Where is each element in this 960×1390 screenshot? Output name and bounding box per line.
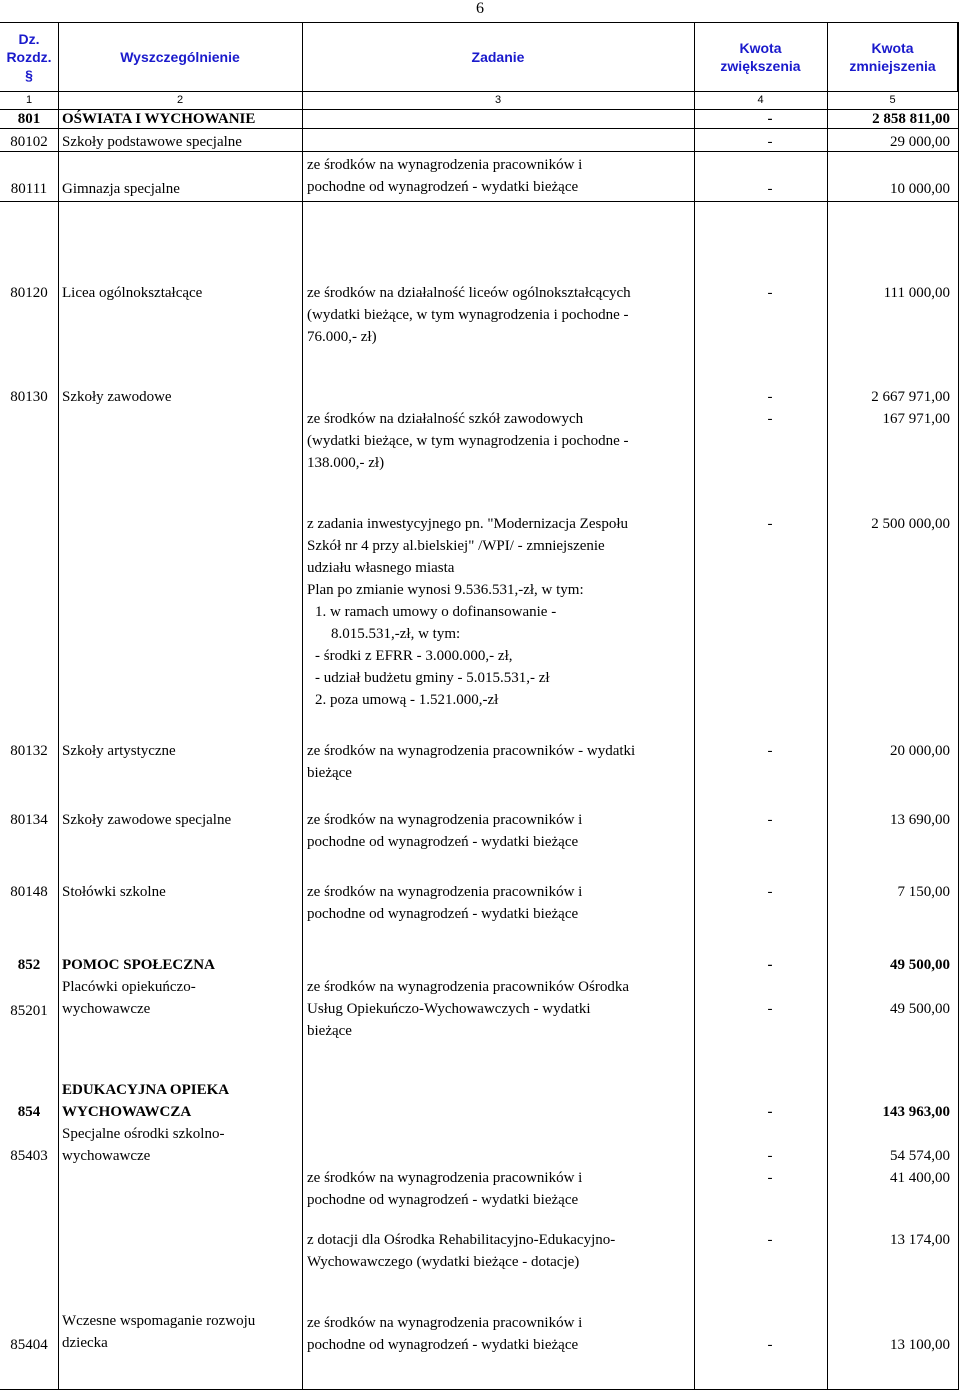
row-name: Licea ogólnokształcące bbox=[62, 285, 203, 301]
amount-decrease: 7 150,00 bbox=[897, 884, 950, 900]
row-name: Szkoły artystyczne bbox=[62, 743, 176, 759]
amount-increase: - bbox=[767, 1104, 773, 1120]
amount-increase: - bbox=[767, 411, 773, 427]
row-code: 85403 bbox=[10, 1148, 48, 1164]
amount-decrease: 143 963,00 bbox=[882, 1104, 950, 1120]
amount-decrease: 49 500,00 bbox=[890, 1001, 950, 1017]
amount-increase: - bbox=[767, 1148, 773, 1164]
amount-increase: - bbox=[767, 1337, 773, 1353]
amount-decrease: 167 971,00 bbox=[882, 411, 950, 427]
row-task: ze środków na wynagrodzenia pracowników i pochodne od wynagrodzeń - wydatki bieżące bbox=[307, 812, 583, 850]
amount-decrease: 49 500,00 bbox=[890, 957, 950, 973]
row-name: EDUKACYJNA OPIEKA WYCHOWAWCZA bbox=[62, 1082, 230, 1120]
row-code: 80120 bbox=[10, 285, 48, 301]
amount-increase: - bbox=[767, 812, 773, 828]
amount-decrease: 2 500 000,00 bbox=[871, 516, 950, 532]
row-task: ze środków na wynagrodzenia pracowników Ośrodka Usług Opiekuńczo-Wychowawczych - wydatki bieżące bbox=[307, 979, 629, 1039]
amount-increase: - bbox=[767, 516, 773, 532]
amount-decrease: 54 574,00 bbox=[890, 1148, 950, 1164]
row-code: 80130 bbox=[10, 389, 48, 405]
row-task: ze środków na wynagrodzenia pracowników i pochodne od wynagrodzeń - wydatki bieżące bbox=[307, 884, 583, 922]
colnum: 3 bbox=[494, 94, 502, 106]
row-name: POMOC SPOŁECZNA bbox=[62, 957, 215, 973]
row-code: 854 bbox=[17, 1104, 41, 1120]
colnum: 1 bbox=[25, 94, 33, 106]
row-name: Szkoły zawodowe specjalne bbox=[62, 812, 232, 828]
row-name: Gimnazja specjalne bbox=[62, 181, 180, 197]
amount-decrease: 41 400,00 bbox=[890, 1170, 950, 1186]
header-kwota-zwiekszenia: Kwota zwiększenia bbox=[720, 40, 801, 74]
amount-decrease: 111 000,00 bbox=[883, 285, 950, 301]
header-dz-rozdz: Dz. Rozdz. § bbox=[6, 31, 52, 83]
amount-decrease: 29 000,00 bbox=[890, 134, 950, 150]
row-code: 80148 bbox=[10, 884, 48, 900]
row-name: Wczesne wspomaganie rozwoju dziecka bbox=[62, 1313, 256, 1351]
header-divider bbox=[0, 91, 958, 92]
row-task: ze środków na działalność liceów ogólnokształcących (wydatki bieżące, w tym wynagrodzenia i pochodne - 76.000,- zł) bbox=[307, 285, 631, 345]
amount-increase: - bbox=[767, 1001, 773, 1017]
header-wyszczegolnienie: Wyszczególnienie bbox=[120, 49, 240, 65]
amount-decrease: 13 100,00 bbox=[890, 1337, 950, 1353]
header-zadanie: Zadanie bbox=[471, 49, 525, 65]
amount-increase: - bbox=[767, 1170, 773, 1186]
amount-increase: - bbox=[767, 111, 773, 127]
row-name: Placówki opiekuńczo- wychowawcze bbox=[62, 979, 196, 1017]
row-task: z dotacji dla Ośrodka Rehabilitacyjno-Edukacyjno- Wychowawczego (wydatki bieżące - dotacje) bbox=[307, 1232, 616, 1270]
row-task: ze środków na działalność szkół zawodowych (wydatki bieżące, w tym wynagrodzenia i pochodne - 138.000,- zł) bbox=[307, 411, 629, 471]
col-divider bbox=[302, 22, 303, 1390]
amount-increase: - bbox=[767, 884, 773, 900]
row-name: Szkoły podstawowe specjalne bbox=[62, 134, 242, 150]
colnum: 5 bbox=[889, 94, 896, 106]
amount-increase: - bbox=[767, 957, 773, 973]
amount-increase: - bbox=[767, 181, 773, 197]
colnum: 4 bbox=[757, 94, 764, 106]
row-task: ze środków na wynagrodzenia pracowników - wydatki bieżące bbox=[307, 743, 636, 781]
amount-increase: - bbox=[767, 1232, 773, 1248]
col-divider bbox=[694, 22, 695, 1390]
amount-decrease: 13 690,00 bbox=[890, 812, 950, 828]
amount-decrease: 13 174,00 bbox=[890, 1232, 950, 1248]
amount-increase: - bbox=[767, 389, 773, 405]
row-code: 801 bbox=[17, 111, 41, 127]
row-name: Stołówki szkolne bbox=[62, 884, 166, 900]
row-task: ze środków na wynagrodzenia pracowników i pochodne od wynagrodzeń - wydatki bieżące bbox=[307, 157, 583, 195]
row-code: 80132 bbox=[10, 743, 48, 759]
amount-decrease: 2 667 971,00 bbox=[871, 389, 950, 405]
row-task: ze środków na wynagrodzenia pracowników i pochodne od wynagrodzeń - wydatki bieżące bbox=[307, 1170, 583, 1208]
col-divider bbox=[58, 22, 59, 1390]
row-code: 80134 bbox=[10, 812, 48, 828]
page-number: 6 bbox=[476, 0, 484, 17]
header-kwota-zmniejszenia: Kwota zmniejszenia bbox=[849, 40, 936, 74]
amount-increase: - bbox=[767, 134, 773, 150]
amount-decrease: 20 000,00 bbox=[890, 743, 950, 759]
colnum: 2 bbox=[176, 94, 184, 106]
row-divider bbox=[0, 201, 958, 202]
amount-increase: - bbox=[767, 743, 773, 759]
row-name: Specjalne ośrodki szkolno- wychowawcze bbox=[62, 1126, 225, 1164]
amount-decrease: 10 000,00 bbox=[890, 181, 950, 197]
row-code: 85404 bbox=[10, 1337, 48, 1353]
row-code: 80111 bbox=[10, 181, 48, 197]
amount-increase: - bbox=[767, 285, 773, 301]
row-task: ze środków na wynagrodzenia pracowników i pochodne od wynagrodzeń - wydatki bieżące bbox=[307, 1315, 583, 1353]
row-code: 852 bbox=[17, 957, 41, 973]
amount-decrease: 2 858 811,00 bbox=[872, 111, 950, 127]
row-name: OŚWIATA I WYCHOWANIE bbox=[62, 111, 256, 127]
row-code: 85201 bbox=[10, 1003, 48, 1019]
row-name: Szkoły zawodowe bbox=[62, 389, 172, 405]
row-code: 80102 bbox=[10, 134, 48, 150]
col-divider bbox=[958, 22, 959, 1390]
row-task-investment: z zadania inwestycyjnego pn. "Modernizacja Zespołu Szkół nr 4 przy al.bielskiej" /WPI/ - zmniejszenie udziału własnego miasta Plan po zmianie wynosi 9.536.531,-zł, w tym: 1. w ramach umowy o dofinansowanie - 8.015.531,-zł, w tym: - środki z EFRR - 3.000.000,- zł, - udział budżetu gminy - 5.015.531,- zł 2. poza umową - 1.521.000,-zł bbox=[307, 516, 629, 708]
